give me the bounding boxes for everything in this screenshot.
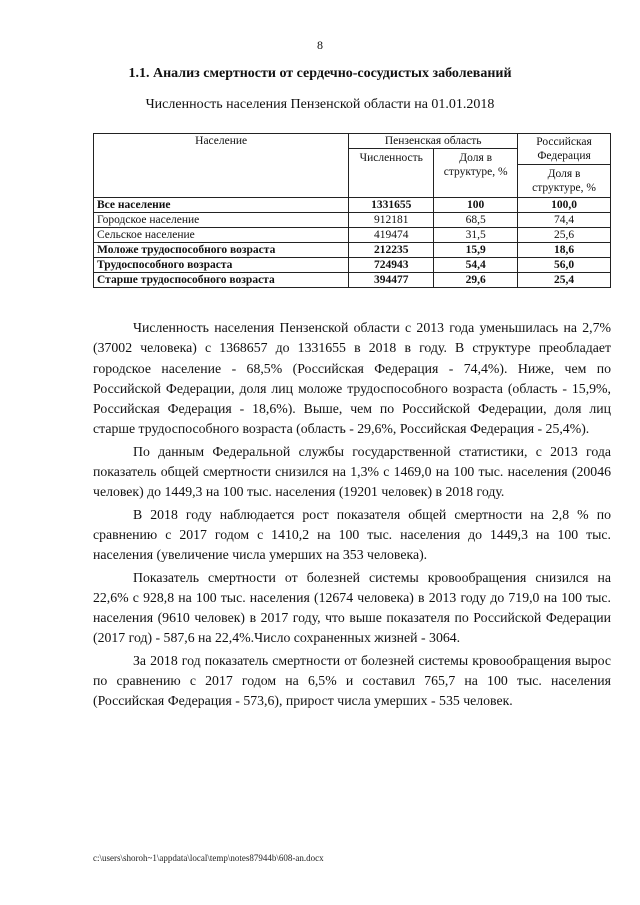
paragraph: Численность населения Пензенской области с 2013 года уменьшилась на 2,7% (37002 человека) с 1368657 до 1331655 в 2018 в году. В структуре преобладает городское население - 68,5% (Российская Федерация - 74,4%). Ниже, чем по Российской Федерации, доля лиц моложе трудоспособного возраста (область - 15,9%, Российская Федерация - 18,6%). Выше, чем по Российской Федерации, доля лиц старше трудоспособного возраста (область - 29,6%, Российская Федерация - 25,4%).: [93, 320, 611, 437]
paragraph: За 2018 год показатель смертности от болезней системы кровообращения вырос по сравнению с 2017 годом на 6,5% и составил 765,7 на 100 тыс. населения (Российская Федерация - 573,6), прирост числа умерших - 535 человек.: [93, 652, 611, 709]
row-label: Моложе трудоспособного возраста: [94, 243, 349, 258]
header-population: Население: [94, 134, 349, 198]
footer-file-path: c:\users\shoroh~1\appdata\local\temp\notes87944b\608-an.docx: [93, 853, 324, 863]
row-label: Сельское население: [94, 228, 349, 243]
table-row: [94, 258, 611, 273]
row-count: 724943: [349, 258, 434, 273]
paragraph: В 2018 году наблюдается рост показателя общей смертности на 2,8 % по сравнению с 2017 годом с 1410,2 на 100 тыс. населения до 1449,3 на 100 тыс. населения (увеличение числа умерших на 353 человека).: [93, 506, 611, 563]
row-share: 29,6: [434, 273, 518, 288]
row-rf-share: 25,6: [518, 228, 611, 243]
table-row: [94, 198, 611, 213]
header-russian-federation: Российская Федерация: [518, 134, 610, 165]
row-share: 31,5: [434, 228, 518, 243]
table-row: [94, 273, 611, 288]
paragraph: По данным Федеральной службы государственной статистики, с 2013 года показатель общей смертности снизился на 1,3% с 1469,0 на 100 тыс. населения (20046 человек) до 1449,3 на 100 тыс. населения (19201 человек) в 2018 году.: [93, 443, 611, 500]
row-rf-share: 25,4: [518, 273, 611, 288]
section-heading: 1.1. Анализ смертности от сердечно-сосудистых заболеваний: [128, 66, 512, 81]
row-share: 68,5: [434, 213, 518, 228]
row-share: 100: [434, 198, 518, 213]
row-label: Городское население: [94, 213, 349, 228]
row-count: 212235: [349, 243, 434, 258]
page-number: 8: [317, 38, 323, 52]
row-rf-share: 18,6: [518, 243, 611, 258]
table-row: [94, 243, 611, 258]
row-count: 1331655: [349, 198, 434, 213]
header-penza-region: Пензенская область: [349, 134, 518, 149]
row-count: 912181: [349, 213, 434, 228]
header-share: Доля в структуре, %: [434, 149, 518, 198]
header-rf-group: [518, 134, 611, 198]
row-rf-share: 56,0: [518, 258, 611, 273]
row-count: 394477: [349, 273, 434, 288]
row-rf-share: 74,4: [518, 213, 611, 228]
row-label: Все население: [94, 198, 349, 213]
row-count: 419474: [349, 228, 434, 243]
row-share: 54,4: [434, 258, 518, 273]
header-count: Численность: [349, 149, 434, 198]
row-label: Трудоспособного возраста: [94, 258, 349, 273]
table-row: [94, 228, 611, 243]
row-share: 15,9: [434, 243, 518, 258]
paragraph: Показатель смертности от болезней системы кровообращения снизился на 22,6% с 928,8 на 100 тыс. населения (12674 человека) в 2013 году до 719,0 на 100 тыс. населения (9610 человек) в 2017 году, что выше показателя по Российской Федерации (2017 год) - 587,6 на 22,4%.Число сохраненных жизней - 3064.: [93, 569, 611, 646]
table-title: Численность населения Пензенской области на 01.01.2018: [145, 97, 495, 112]
population-table: [93, 133, 611, 288]
header-share-rf: Доля в структуре, %: [532, 168, 596, 194]
body-text: [93, 318, 611, 714]
row-label: Старше трудоспособного возраста: [94, 273, 349, 288]
row-rf-share: 100,0: [518, 198, 611, 213]
table-row: [94, 213, 611, 228]
